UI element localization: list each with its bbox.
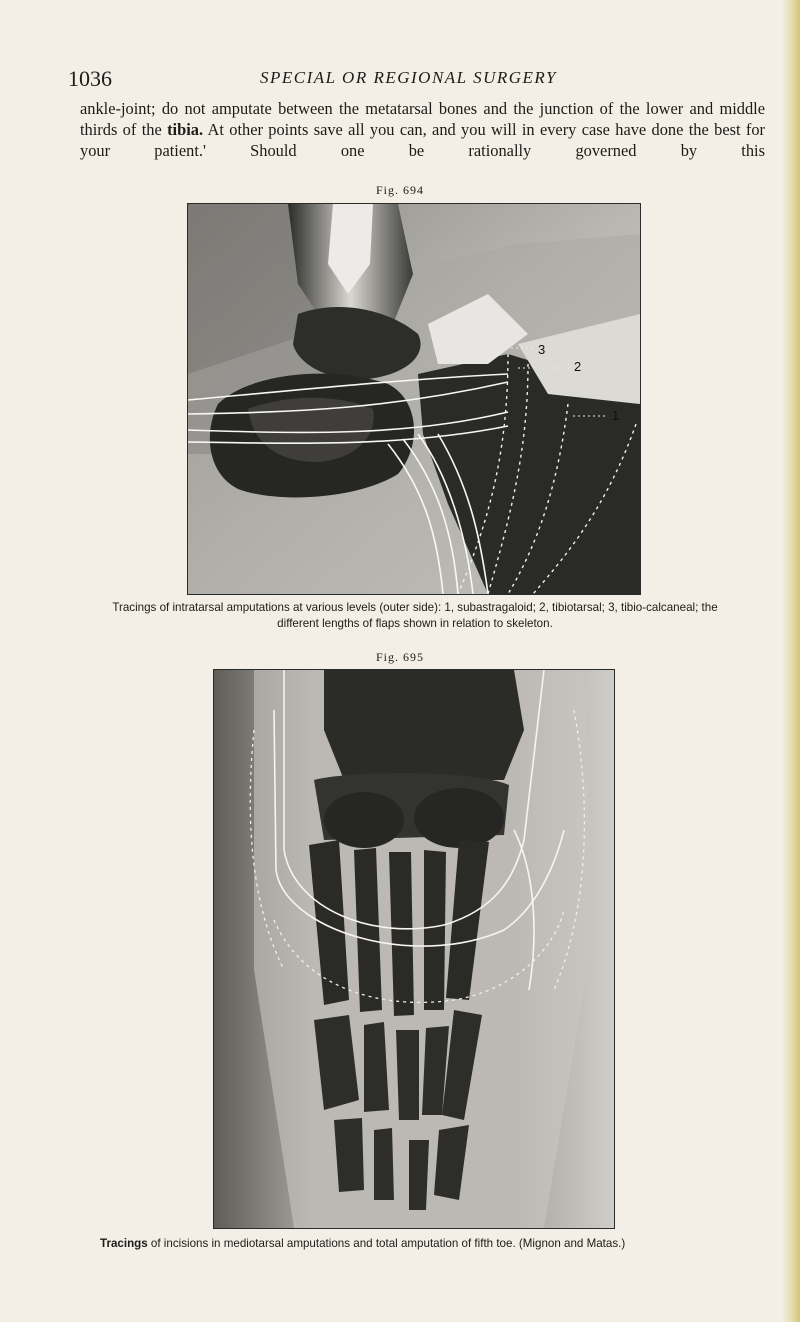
figure-695-caption-rest: of incisions in mediotarsal amputations and total amputation of fifth toe. (Mignon and Matas.) (147, 1237, 626, 1250)
page-header (68, 66, 768, 90)
figure-695-caption-lead: Tracings (100, 1237, 148, 1250)
figure-694-caption: Tracings of intratarsal amputations at various levels (outer side): 1, subastragaloid; 2, tibiotarsal; 3, tibio-calcaneal; the different lengths of flaps shown in relation to skeleton. (112, 601, 718, 630)
level-label-2: 2 (574, 359, 582, 374)
body-text-end: At other points save all you can, and you will in every case have done the best for your patient.' Should one be rationally governed by this (80, 120, 765, 160)
figure-695-image (213, 669, 615, 1229)
level-label-1: 1 (612, 408, 620, 423)
page-number: 1036 (68, 66, 112, 91)
level-label-3: 3 (538, 342, 546, 357)
body-text-start: ankle-joint; do not amputate between the metatarsal bones and the junction of the lower and middle thirds of the (80, 99, 765, 139)
figure-694-label: Fig. 694 (375, 183, 424, 197)
figure-694-image (187, 203, 641, 595)
figure-695-label: Fig. 695 (375, 650, 424, 664)
foot-radiograph-dorsal-icon (214, 670, 614, 1228)
body-emphasis: tibia. (167, 120, 204, 139)
foot-radiograph-lateral-icon (188, 204, 640, 594)
body-paragraph (80, 98, 765, 161)
running-head: SPECIAL OR REGIONAL SURGERY (260, 68, 557, 87)
figure-695-caption (100, 1236, 760, 1252)
